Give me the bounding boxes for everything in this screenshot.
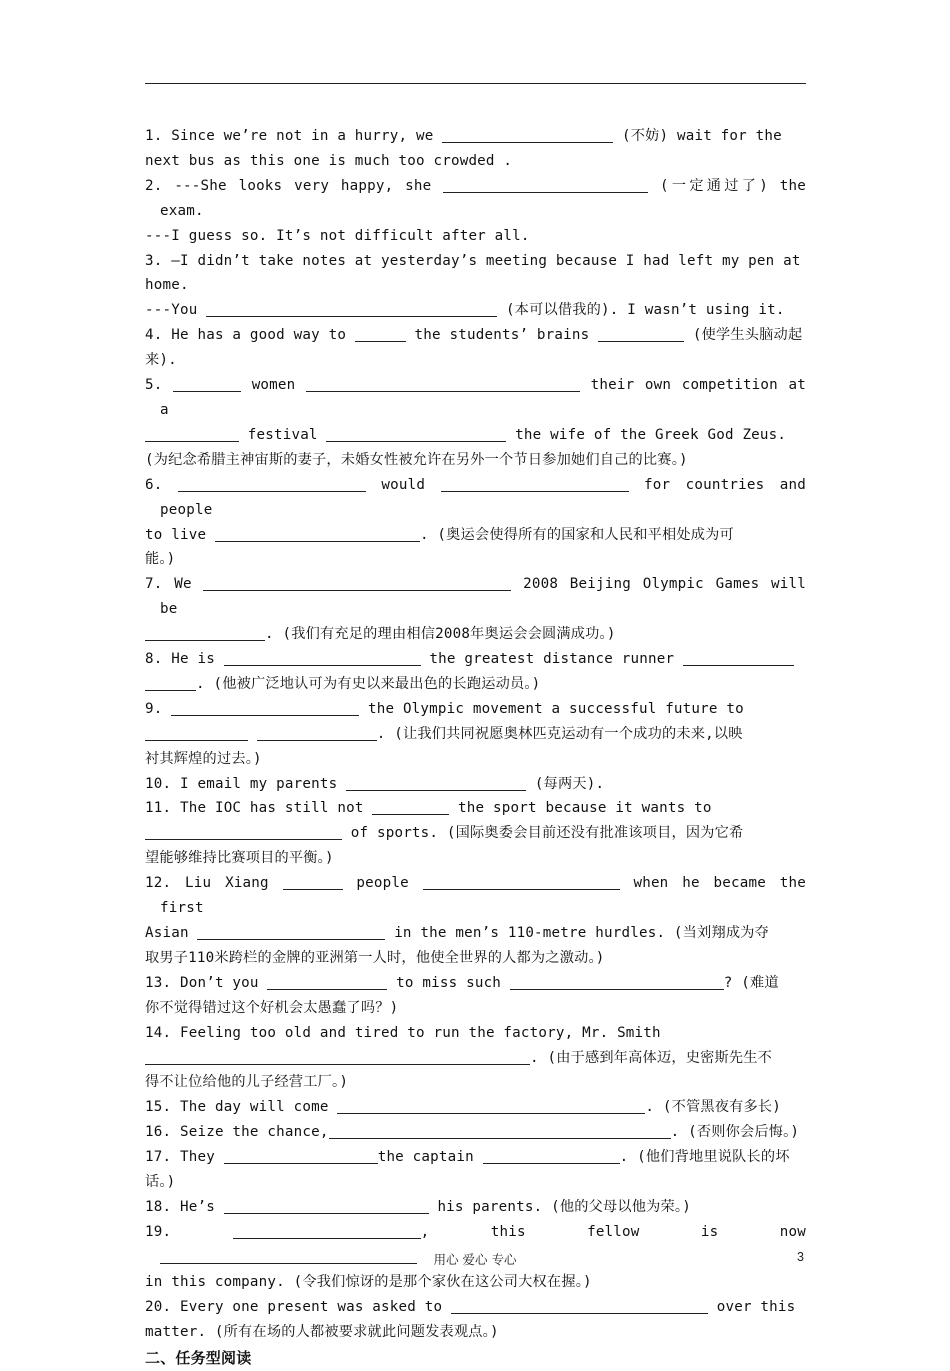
item-number: 1. <box>145 128 163 144</box>
item-number: 19. <box>145 1223 172 1240</box>
item-number: 7. <box>145 576 163 593</box>
answer-blank[interactable] <box>283 874 343 890</box>
exercise-item-continuation <box>145 348 806 373</box>
exercise-item <box>145 124 806 149</box>
item-number: 11. <box>145 800 172 817</box>
exercise-item <box>145 373 806 423</box>
answer-blank[interactable] <box>483 1148 620 1164</box>
item-text: —I didn’t take notes at yesterday’s meeting because I had left my pen at <box>171 252 801 269</box>
item-number: 6. <box>145 476 163 493</box>
answer-blank[interactable] <box>178 476 366 492</box>
item-text: (使学生头脑动起 <box>684 327 803 344</box>
answer-blank[interactable] <box>224 1198 429 1214</box>
answer-blank[interactable] <box>443 177 648 193</box>
item-text: next bus as this one is much too crowded . <box>145 152 513 169</box>
exercise-item <box>145 971 806 996</box>
answer-blank[interactable] <box>423 874 620 890</box>
item-text <box>248 726 257 742</box>
exercise-item-continuation <box>145 224 806 249</box>
answer-blank[interactable] <box>598 326 684 342</box>
item-text: The IOC has still not <box>179 800 373 817</box>
answer-blank[interactable] <box>451 1298 708 1314</box>
exercise-item <box>145 473 806 523</box>
exercise-item-continuation <box>145 921 806 946</box>
item-number: 5. <box>145 377 163 394</box>
item-text: ---You <box>145 302 207 319</box>
item-text: 望能够维持比赛项目的平衡。) <box>145 850 334 867</box>
item-number: 12. <box>145 875 172 892</box>
item-text: when he became the first <box>160 875 806 917</box>
item-text: Liu Xiang <box>185 875 283 892</box>
item-text: . (让我们共同祝愿奥林匹克运动有一个成功的未来,以映 <box>376 725 743 742</box>
exercise-item-continuation <box>145 946 806 971</box>
item-text: to live <box>145 526 215 543</box>
exercise-item <box>145 174 806 224</box>
item-text: home. <box>145 277 189 294</box>
exercise-item-continuation <box>145 1070 806 1095</box>
exercise-item <box>145 1021 806 1046</box>
answer-blank[interactable] <box>145 725 248 741</box>
item-text: the captain <box>377 1149 483 1166</box>
item-text: Seize the chance, <box>179 1124 329 1141</box>
answer-blank[interactable] <box>145 625 265 641</box>
answer-blank[interactable] <box>233 1223 421 1239</box>
exercise-item <box>145 1195 806 1220</box>
item-text: 话。) <box>145 1174 176 1191</box>
page-number: 3 <box>797 1250 804 1264</box>
item-text: 取男子110米跨栏的金牌的亚洲第一人时，他使全世界的人都为之激动。) <box>145 949 605 966</box>
exercise-item <box>145 1095 806 1120</box>
item-text: The day will come <box>179 1099 338 1116</box>
item-text: their own competition at a <box>160 377 806 418</box>
answer-blank[interactable] <box>683 650 794 666</box>
exercise-item-continuation <box>145 298 806 323</box>
answer-blank[interactable] <box>206 301 497 317</box>
item-text: of sports. (国际奥委会目前还没有批准该项目，因为它希 <box>342 825 744 842</box>
item-text: the students’ brains <box>405 327 599 344</box>
item-text: . (不管黑夜有多长) <box>645 1099 782 1116</box>
section-title: 二、任务型阅读 <box>145 1349 252 1368</box>
exercise-item <box>145 1295 806 1320</box>
item-text: . (奥运会使得所有的国家和人民和平相处成为可 <box>419 526 734 543</box>
answer-blank[interactable] <box>224 1148 378 1164</box>
item-text: to miss such <box>387 974 510 991</box>
exercise-item-continuation <box>145 722 806 747</box>
exercise-item-continuation <box>145 547 806 572</box>
item-text: festival <box>239 426 327 443</box>
item-number: 16. <box>145 1124 172 1141</box>
item-number: 13. <box>145 974 172 991</box>
item-text: (每两天). <box>526 775 605 792</box>
answer-blank[interactable] <box>203 575 511 591</box>
item-number: 4. <box>145 327 163 344</box>
exercise-item <box>145 323 806 348</box>
item-text: ---I guess so. It’s not difficult after all. <box>145 227 530 244</box>
item-text: Don’t you <box>179 974 268 991</box>
exercise-item-continuation <box>145 423 806 448</box>
exercise-item <box>145 697 806 722</box>
exercise-item <box>145 647 806 672</box>
item-text: I email my parents <box>179 775 347 792</box>
item-text: They <box>179 1149 224 1166</box>
item-text: Since we’re not in a hurry, we <box>171 128 443 144</box>
item-number: 18. <box>145 1198 172 1215</box>
item-number: 14. <box>145 1024 172 1041</box>
item-text: He is <box>171 651 224 668</box>
item-text: in the men’s 110-metre hurdles. (当刘翔成为夺 <box>385 925 769 941</box>
exercise-item-continuation <box>145 821 806 846</box>
exercise-item <box>145 1120 806 1145</box>
item-text: 你不觉得错过这个好机会太愚蠢了吗？) <box>145 999 399 1016</box>
item-number: 20. <box>145 1298 172 1315</box>
item-text: the greatest distance runner <box>420 651 683 668</box>
exercise-item-continuation <box>145 1320 806 1345</box>
item-number: 10. <box>145 775 172 792</box>
exercise-item-continuation <box>145 622 806 647</box>
answer-blank[interactable] <box>224 650 421 666</box>
item-text: the wife of the Greek God Zeus. <box>506 426 787 443</box>
item-text: ---She looks very happy, she <box>174 177 444 194</box>
exercise-item <box>145 1145 806 1170</box>
answer-blank[interactable] <box>346 775 526 791</box>
answer-blank[interactable] <box>355 326 406 342</box>
item-text: . (他们背地里说队长的坏 <box>619 1149 790 1166</box>
item-text: 能。) <box>145 551 176 568</box>
item-text: , this fellow is now <box>420 1223 806 1240</box>
footer-slogan: 用心 爱心 专心 <box>433 1252 517 1267</box>
item-text: women <box>241 377 307 394</box>
item-text: 来). <box>145 352 177 369</box>
exercise-item <box>145 871 806 921</box>
answer-blank[interactable] <box>510 974 724 990</box>
item-text: 衬其辉煌的过去。) <box>145 750 262 767</box>
item-number: 15. <box>145 1099 172 1116</box>
exercise-item-continuation <box>145 149 806 174</box>
exercise-item-continuation <box>145 672 806 697</box>
item-text: . (我们有充足的理由相信2008年奥运会会圆满成功。) <box>265 626 616 643</box>
item-text: He has a good way to <box>171 327 355 344</box>
answer-blank[interactable] <box>326 426 506 442</box>
answer-blank[interactable] <box>442 127 613 143</box>
item-text: (一定通过了) the exam. <box>160 177 806 219</box>
item-number: 9. <box>145 700 163 717</box>
header-rule <box>145 83 806 84</box>
item-text: 2008 Beijing Olympic Games will be <box>160 576 806 618</box>
item-text: . (他被广泛地认可为有史以来最出色的长跑运动员。) <box>196 675 541 692</box>
answer-blank[interactable] <box>145 675 196 691</box>
item-text: the Olympic movement a successful future to <box>359 700 744 717</box>
answer-blank[interactable] <box>329 1123 671 1139</box>
answer-blank[interactable] <box>441 476 629 492</box>
item-text: . (由于感到年高体迈，史密斯先生不 <box>530 1049 773 1066</box>
answer-blank[interactable] <box>215 526 420 542</box>
item-number: 3. <box>145 252 163 269</box>
item-text: He’s <box>179 1198 224 1215</box>
exercise-item-continuation <box>145 523 806 548</box>
answer-blank[interactable] <box>197 924 385 940</box>
item-text: the sport because it wants to <box>449 800 712 817</box>
item-text: Asian <box>145 925 198 941</box>
exercise-item-continuation <box>145 448 806 473</box>
item-text: for countries and people <box>160 476 806 518</box>
item-text: people <box>342 875 423 892</box>
answer-blank[interactable] <box>173 376 241 392</box>
exercise-item-continuation <box>145 1270 806 1295</box>
exercise-item <box>145 772 806 797</box>
item-text: would <box>365 476 441 493</box>
exercise-item-continuation <box>145 996 806 1021</box>
exercise-item <box>145 572 806 622</box>
exercise-item <box>145 796 806 821</box>
answer-blank[interactable] <box>337 1098 645 1114</box>
answer-blank[interactable] <box>145 824 342 840</box>
answer-blank[interactable] <box>171 700 359 716</box>
answer-blank[interactable] <box>145 426 239 442</box>
item-number: 17. <box>145 1149 172 1166</box>
exercise-item-continuation <box>145 273 806 298</box>
item-text: matter. (所有在场的人都被要求就此问题发表观点。) <box>145 1323 499 1340</box>
item-text: his parents. (他的父母以他为荣。) <box>428 1198 691 1215</box>
answer-blank[interactable] <box>267 974 387 990</box>
answer-blank[interactable] <box>372 799 449 815</box>
answer-blank[interactable] <box>145 1049 530 1065</box>
item-number: 2. <box>145 177 163 194</box>
item-text: We <box>174 576 204 593</box>
item-text: ? (难道 <box>723 974 779 991</box>
exercise-item <box>145 249 806 274</box>
item-text: (本可以借我的). I wasn’t using it. <box>497 302 785 319</box>
item-text: . (否则你会后悔。) <box>670 1124 800 1141</box>
item-text: 得不让位给他的儿子经营工厂。) <box>145 1074 349 1091</box>
exercise-item-continuation <box>145 846 806 871</box>
item-text: Feeling too old and tired to run the factory, Mr. Smith <box>179 1024 661 1041</box>
item-text: Every one present was asked to <box>179 1298 451 1315</box>
exercise-item-continuation <box>145 747 806 772</box>
answer-blank[interactable] <box>306 376 580 392</box>
exercise-list <box>145 124 806 1371</box>
item-text: (为纪念希腊主神宙斯的妻子，未婚女性被允许在另外一个节日参加她们自己的比赛。) <box>145 451 688 468</box>
item-text: over this <box>707 1298 796 1315</box>
item-text: (不妨) wait for the <box>613 128 782 144</box>
item-text: in this company. (令我们惊讶的是那个家伙在这公司大权在握。) <box>145 1273 592 1290</box>
exercise-item-continuation <box>145 1046 806 1071</box>
item-number: 8. <box>145 651 163 668</box>
answer-blank[interactable] <box>257 725 377 741</box>
exercise-item-continuation <box>145 1170 806 1195</box>
